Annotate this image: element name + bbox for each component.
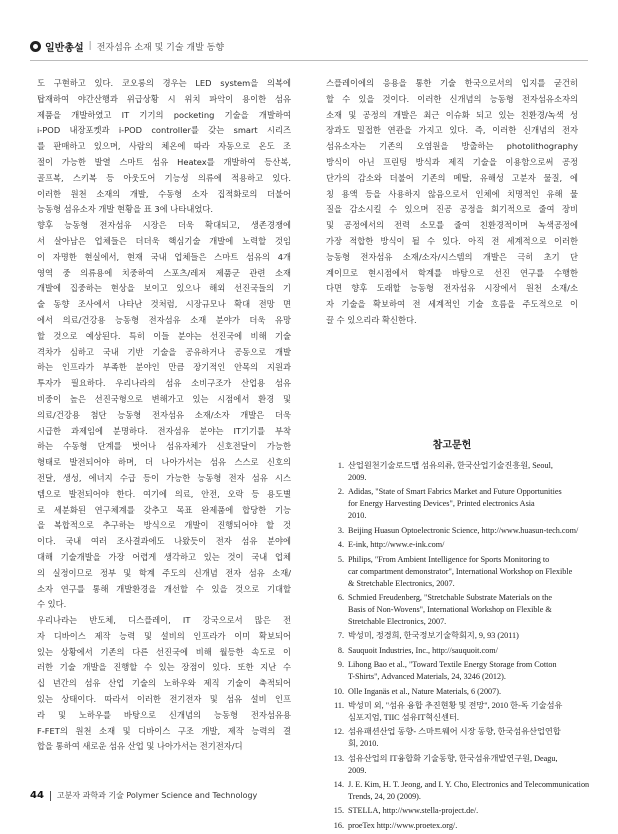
reference-number: 12. xyxy=(333,727,344,737)
page-number: 44 xyxy=(30,790,44,801)
reference-item xyxy=(326,539,580,551)
text-line: 끌 수 있으리라 확신한다. xyxy=(326,314,417,325)
reference-number: 2. xyxy=(337,487,344,497)
reference-number: 1. xyxy=(337,461,344,470)
reference-text xyxy=(348,460,580,484)
text-line: 가장 적합한 방식이 될 수 있다. 아직 전 세계적으로 이러한 xyxy=(326,235,578,246)
reference-line: Adidas, "State of Smart Fabrics Market and Future Opportunities xyxy=(348,487,562,497)
reference-item xyxy=(326,486,580,522)
text-line: 우리나라는 반도체, 디스플레이, IT 강국으로서 많은 전 xyxy=(37,615,291,626)
reference-item xyxy=(326,645,580,657)
text-line: 시급한 과제임에 분명하다. 전자섬유 분야는 IT기기를 부착 xyxy=(37,425,291,436)
text-line: 소자 연구를 통해 개발환경을 개선할 수 있을 것으로 기대할 xyxy=(37,583,291,594)
text-line: 격차가 심하고 국내 기반 기술을 공유하거나 공동으로 개발 xyxy=(37,346,291,357)
text-line: i-POD 내장포켓과 i-POD controller를 갖는 smart 시리즈 xyxy=(37,125,291,136)
reference-line: STELLA, http://www.stella-project.de/. xyxy=(348,806,479,816)
text-line: 비중이 높은 선진국형으로 변해가고 있는 시점에서 환경 및 xyxy=(37,393,291,404)
text-line: 영역 중 의류용에 치중하여 스포츠/레저 제품군 관련 소재 xyxy=(37,267,291,278)
text-line: 십 년간의 섬유 산업 기술의 노하우와 제직 기술이 축적되어 xyxy=(37,678,291,689)
reference-line: T-Shirts", Advanced Materials, 24, 3246 (2012). xyxy=(348,672,506,682)
reference-line: 회, 2010. xyxy=(348,739,379,749)
text-line: 러한 기술 개발을 진행할 수 있는 장점이 있다. 또한 지난 수 xyxy=(37,662,291,673)
reference-text xyxy=(348,486,580,522)
reference-item xyxy=(326,726,580,750)
reference-text xyxy=(348,554,580,590)
text-line: 하는 인프라가 부족한 분야인 만큼 장기적인 안목의 지원과 xyxy=(37,362,291,373)
header-rule xyxy=(30,60,588,61)
text-line: 투자가 필요하다. 우리나라의 섬유 소비구조가 산업용 섬유 xyxy=(37,378,291,389)
reference-line: for Energy Harvesting Devices", Printed electronics Asia xyxy=(348,499,535,509)
reference-line: & Stretchable Electronics, 2007. xyxy=(348,578,455,588)
reference-line: 산업원천기술로드맵 섬유의류, 한국산업기술진흥원, Seoul, xyxy=(348,461,553,470)
reference-line: Beijing Huasun Optoelectronic Science, http://www.huasun-tech.com/ xyxy=(348,525,579,535)
references-heading: 참고문헌 xyxy=(432,440,472,451)
reference-number: 6. xyxy=(337,592,344,602)
reference-number: 13. xyxy=(333,753,344,763)
text-line: 형태로 발전되어야 하며, 더 나아가서는 섬유 스스로 신호의 xyxy=(37,457,291,468)
reference-item xyxy=(326,554,580,590)
text-line: 이 자명한 현실에서, 현재 국내 업체들은 스마트 섬유의 4개 xyxy=(37,251,291,262)
text-line: 이러한 원천 소재의 개발, 수동형 소자 집적화로의 더불어 xyxy=(37,188,291,199)
reference-item xyxy=(326,525,580,537)
text-line: 계이므로 현시점에서 학계를 바탕으로 선진 연구를 수행한 xyxy=(326,267,578,278)
text-line: 및 공정에서의 전력 소모를 줄여 친환경적이며 녹색공정에 xyxy=(326,220,578,231)
reference-item xyxy=(326,700,580,724)
reference-item xyxy=(326,686,580,698)
reference-number: 3. xyxy=(337,525,344,535)
text-line: 로 세분화된 연구체계를 갖추고 목표 완제품에 합당한 기능 xyxy=(37,504,291,515)
reference-line: proeTex http://www.proetex.org/. xyxy=(348,820,458,830)
reference-text xyxy=(348,726,580,750)
reference-item xyxy=(326,753,580,777)
left-column xyxy=(37,76,291,755)
footer-divider xyxy=(50,791,51,801)
text-line: 방식이 아닌 프린팅 방식과 제직 기술을 이용함으로써 공정 xyxy=(326,156,578,167)
text-line: 의료/건강용 첨단 능동형 전자섬유 소재/소자 개발은 더욱 xyxy=(37,409,291,420)
reference-number: 15. xyxy=(333,806,344,816)
reference-text xyxy=(348,686,580,698)
text-line: 자 디바이스 제작 능력 및 설비의 인프라가 이미 확보되어 xyxy=(37,630,291,641)
reference-text xyxy=(348,700,580,724)
text-line: 이다. 국내 여러 조사결과에도 나왔듯이 전자 섬유 분야에 xyxy=(37,536,291,547)
reference-line: Olle Inganäs et al., Nature Materials, 6 (2007). xyxy=(348,686,502,696)
reference-line: 박성미, 정경희, 한국정보기술학회지, 9, 93 (2011) xyxy=(348,631,519,641)
reference-item xyxy=(326,460,580,484)
text-line: 탑재하여 야간산행과 위급상황 시 위치 파악이 용이한 섬유 xyxy=(37,93,291,104)
reference-number: 7. xyxy=(337,631,344,641)
text-line: 섬유소자는 기존의 오염원을 방출하는 photolithography xyxy=(326,141,578,152)
reference-line: 2009. xyxy=(348,765,367,775)
text-line: 개발에 집중하는 현상을 보이고 있으나 해외 선진국들의 기 xyxy=(37,283,291,294)
reference-text xyxy=(348,525,580,537)
text-line: F-FET의 원천 소재 및 디바이스 구조 개발, 제작 능력의 결 xyxy=(37,725,291,736)
reference-line: Lihong Bao et al., "Toward Textile Energy Storage from Cotton xyxy=(348,660,557,670)
reference-text xyxy=(348,820,580,832)
text-line: 있는 상황에서 기존의 다른 선진국에 비해 월등한 속도로 이 xyxy=(37,646,291,657)
text-line: 수 있다. xyxy=(37,599,67,610)
journal-name: 고분자 과학과 기술 Polymer Science and Technology xyxy=(56,791,258,800)
text-line: 향후 능동형 전자섬유 시장은 더욱 확대되고, 생존경쟁에 xyxy=(37,220,291,231)
section-label: 일반총설 xyxy=(45,42,84,54)
page-header xyxy=(30,37,224,55)
reference-text xyxy=(348,630,580,642)
text-line: 대해 기술개발을 가장 어렵게 생각하고 있는 것이 국내 업체 xyxy=(37,551,291,562)
text-line: 능동형 전자섬유 소재/소자/시스템의 개발은 극히 초기 단 xyxy=(326,251,578,262)
reference-line: car compartment demonstrator", International Workshop on Flexible xyxy=(348,566,573,576)
reference-line: Sauquoit Industries, Inc., http://sauquoit.com/ xyxy=(348,645,498,655)
text-line: 골프복, 스키복 등 아웃도어 기능성 의류에 적용하고 있다. xyxy=(37,172,291,183)
reference-text xyxy=(348,659,580,683)
section-bullet-icon xyxy=(30,41,41,52)
reference-item xyxy=(326,592,580,628)
reference-text xyxy=(348,779,589,803)
text-line: 술 동향 조사에서 나타난 것처럼, 시장규모나 확대 전망 면 xyxy=(37,299,291,310)
right-column xyxy=(326,76,578,329)
reference-number: 14. xyxy=(333,780,344,790)
text-line: 를 판매하고 있으며, 사람의 체온에 따라 자동으로 온도 조 xyxy=(37,141,291,152)
text-line: 의 실정이므로 정부 및 학계 주도의 신개념 전자 섬유 소재/ xyxy=(37,567,291,578)
reference-text xyxy=(348,592,580,628)
reference-line: J. E. Kim, H. T. Jeong, and I. Y. Cho, Electronics and Telecommunication xyxy=(348,780,590,790)
reference-line: 2010. xyxy=(348,511,367,521)
text-line: 할 수 있을 것이다. 이러한 신개념의 능동형 전자섬유소자의 xyxy=(326,93,578,104)
reference-line: 2009. xyxy=(348,473,367,482)
text-line: 을 복합적으로 추구하는 방식으로 개발이 진행되어야 할 것 xyxy=(37,520,291,531)
text-line: 다면 향후 도래할 능동형 전자섬유 시장에서 원천 소재/소 xyxy=(326,283,578,294)
reference-line: Stretchable Electronics, 2007. xyxy=(348,616,447,626)
reference-line: Philips, "From Ambient Intelligence for Sports Monitoring to xyxy=(348,554,550,564)
reference-text xyxy=(348,753,580,777)
text-line: 할 것으로 예상된다. 특히 이들 분야는 선진국에 비해 기술 xyxy=(37,330,291,341)
text-line: 라 및 노하우를 바탕으로 신개념의 능동형 전자섬유용 xyxy=(37,709,291,720)
reference-line: Schmied Freudenberg, "Stretchable Substrate Materials on the xyxy=(348,592,552,602)
text-line: 질을 감소시킬 수 있으며 진공 공정을 회기적으로 줄여 장비 xyxy=(326,204,578,215)
reference-item xyxy=(326,779,590,803)
reference-number: 16. xyxy=(333,820,344,830)
reference-number: 4. xyxy=(337,540,344,550)
text-line: 자 기술을 확보하여 전 세계적인 기술 흐름을 주도적으로 이 xyxy=(326,299,578,310)
reference-line: 심포지엄, TIIC 섬유IT혁신센터. xyxy=(348,712,459,722)
text-line: 제품을 개발하였고 IT 기기의 pocketing 기술을 개발하여 xyxy=(37,109,291,120)
text-line: 단가의 감소와 더불어 기존의 메탈, 유해성 고분자 물질, 에 xyxy=(326,172,578,183)
text-line: 칭 용액 등을 사용하지 않음으로서 인체에 치명적인 유해 물 xyxy=(326,188,578,199)
reference-item xyxy=(326,659,580,683)
reference-line: E-ink, http://www.e-ink.com/ xyxy=(348,540,445,550)
article-subtitle: 전자섬유 소재 및 기술 개발 동향 xyxy=(96,42,225,53)
reference-number: 9. xyxy=(337,660,344,670)
reference-line: 섬유산업의 IT융합화 기술동향, 한국섬유개발연구원, Deagu, xyxy=(348,753,558,763)
reference-number: 10. xyxy=(333,686,344,696)
text-line: 서 살아남은 업체들은 더더욱 핵심기술 개발에 노력할 것임 xyxy=(37,235,291,246)
reference-number: 11. xyxy=(334,700,344,710)
reference-item xyxy=(326,805,580,817)
reference-line: 섬유패션산업 동향- 스마트웨어 시장 동향, 한국섬유산업연합 xyxy=(348,727,561,737)
reference-item xyxy=(326,820,580,832)
text-line: 도 구현하고 있다. 코오롱의 경우는 LED system을 의복에 xyxy=(37,78,291,88)
reference-text xyxy=(348,539,580,551)
text-line: 에서 의료/건강용 능동형 전자섬유 소재 분야가 더욱 유망 xyxy=(37,314,291,325)
text-line: 하는 수동형 단계를 벗어나 섬유자체가 신호전달이 가능한 xyxy=(37,441,291,452)
header-divider: | xyxy=(88,41,92,51)
text-line: 전달, 생성, 에너지 수급 등이 가능한 능동형 전자 섬유 시스 xyxy=(37,472,291,483)
reference-line: 박성미 외, "섬유 융합 추진현황 및 전망", 2010 한-독 기술섬유 xyxy=(348,700,563,710)
text-line: 능동형 섬유소자 개발 현황을 표 3에 나타내었다. xyxy=(37,204,214,215)
reference-number: 8. xyxy=(337,645,344,655)
text-line: 절이 가능한 발열 스마트 섬유 Heatex를 개발하여 등산복, xyxy=(37,156,291,167)
text-line: 장과도 밀접한 연관을 가지고 있다. 즉, 이러한 신개념의 전자 xyxy=(326,125,578,136)
text-line: 합을 통하여 새로운 섬유 산업 및 나아가서는 전기전자/디 xyxy=(37,741,243,752)
reference-line: Trends, 24, 20 (2009). xyxy=(348,792,421,802)
reference-text xyxy=(348,805,580,817)
page-footer xyxy=(30,790,257,801)
text-line: 있는 상태이다. 따라서 이러한 전기전자 및 섬유 설비 인프 xyxy=(37,694,291,705)
reference-text xyxy=(348,645,580,657)
text-line: 스플레이에의 응용을 통한 기술 한국으로서의 입지를 굳건히 xyxy=(326,78,578,88)
reference-line: Basis of Non-Wovens", International Workshop on Flexible & xyxy=(348,604,552,614)
text-line: 소재 및 공정의 개발은 최근 이슈화 되고 있는 친환경/녹색 성 xyxy=(326,109,578,120)
text-line: 템으로 발전되어야 한다. 여기에 의료, 안전, 오락 등 용도별 xyxy=(37,488,291,499)
reference-number: 5. xyxy=(337,554,344,564)
reference-item xyxy=(326,630,580,642)
references-list xyxy=(326,460,590,834)
